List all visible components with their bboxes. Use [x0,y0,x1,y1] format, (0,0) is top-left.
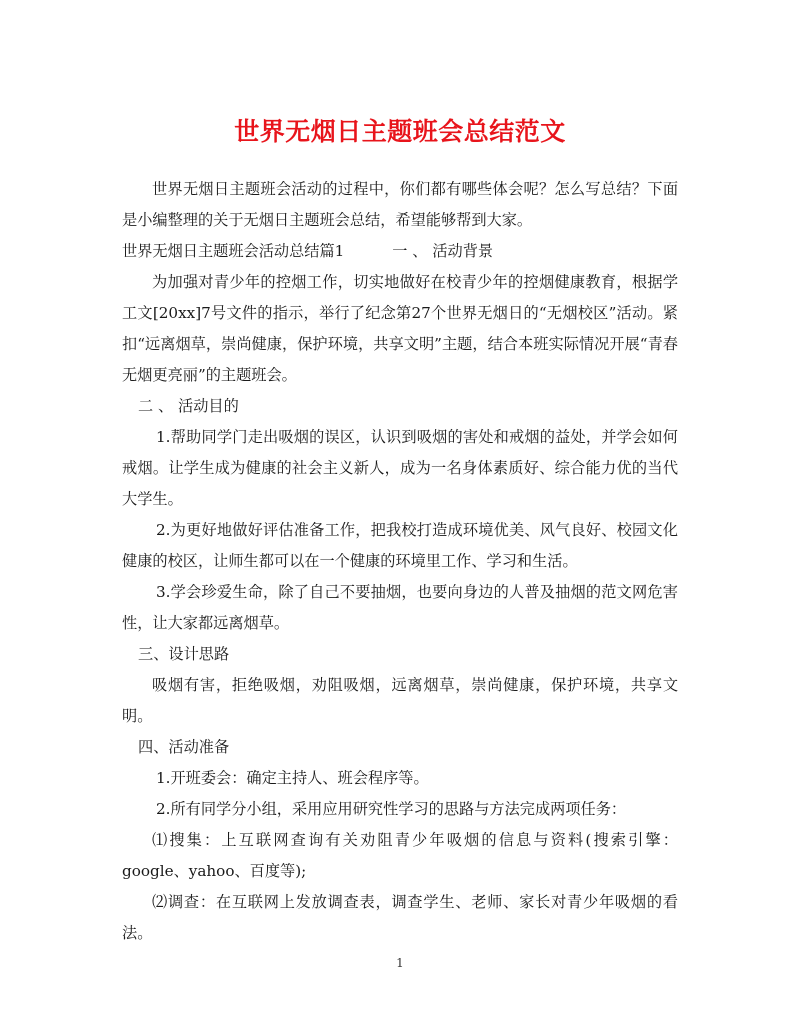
section4-item-1: 1.开班委会：确定主持人、班会程序等。 [156,769,429,787]
section2-item-1: 1.帮助同学门走出吸烟的误区，认识到吸烟的害处和戒烟的益处，并学会如何戒烟。让学生成为健康的社会主义新人，成为一名身体素质好、综合能力优的当代大学生。 [122,428,678,508]
section3-body: 吸烟有害，拒绝吸烟，劝阻吸烟，远离烟草，崇尚健康，保护环境，共享文明。 [122,676,678,725]
document-title: 世界无烟日主题班会总结范文 [234,117,566,146]
task-survey: ⑵调查：在互联网上发放调查表，调查学生、老师、家长对青少年吸烟的看法。 [122,893,678,942]
section1-heading: 一 、 活动背景 [392,242,494,260]
subtitle-line [122,236,678,267]
task-search: ⑴搜集：上互联网查询有关劝阻青少年吸烟的信息与资料(搜索引擎：google、yahoo、百度等); [122,831,678,880]
section1-body: 为加强对青少年的控烟工作，切实地做好在校青少年的控烟健康教育，根据学工文[20xx]7号文件的指示，举行了纪念第27个世界无烟日的“无烟校区”活动。紧扣“远离烟草，崇尚健康，保护环境，共享文明”主题，结合本班实际情况开展“青春无烟更亮丽”的主题班会。 [122,273,678,384]
subtitle-prefix: 世界无烟日主题班会活动总结篇1 [122,242,345,260]
page-number: 1 [396,956,404,970]
document-body [122,174,678,949]
intro-paragraph: 世界无烟日主题班会活动的过程中，你们都有哪些体会呢？怎么写总结？下面是小编整理的关于无烟日主题班会总结，希望能够帮到大家。 [122,180,678,229]
section2-item-2: 2.为更好地做好评估准备工作，把我校打造成环境优美、风气良好、校园文化健康的校区，让师生都可以在一个健康的环境里工作、学习和生活。 [122,521,678,570]
section2-heading: 二 、 活动目的 [138,397,239,415]
section3-heading: 三、设计思路 [138,645,230,663]
section2-item-3: 3.学会珍爱生命，除了自己不要抽烟，也要向身边的人普及抽烟的范文网危害性，让大家都远离烟草。 [122,583,678,632]
section4-item-2: 2.所有同学分小组，采用应用研究性学习的思路与方法完成两项任务： [156,800,627,818]
section4-heading: 四、活动准备 [138,738,230,756]
